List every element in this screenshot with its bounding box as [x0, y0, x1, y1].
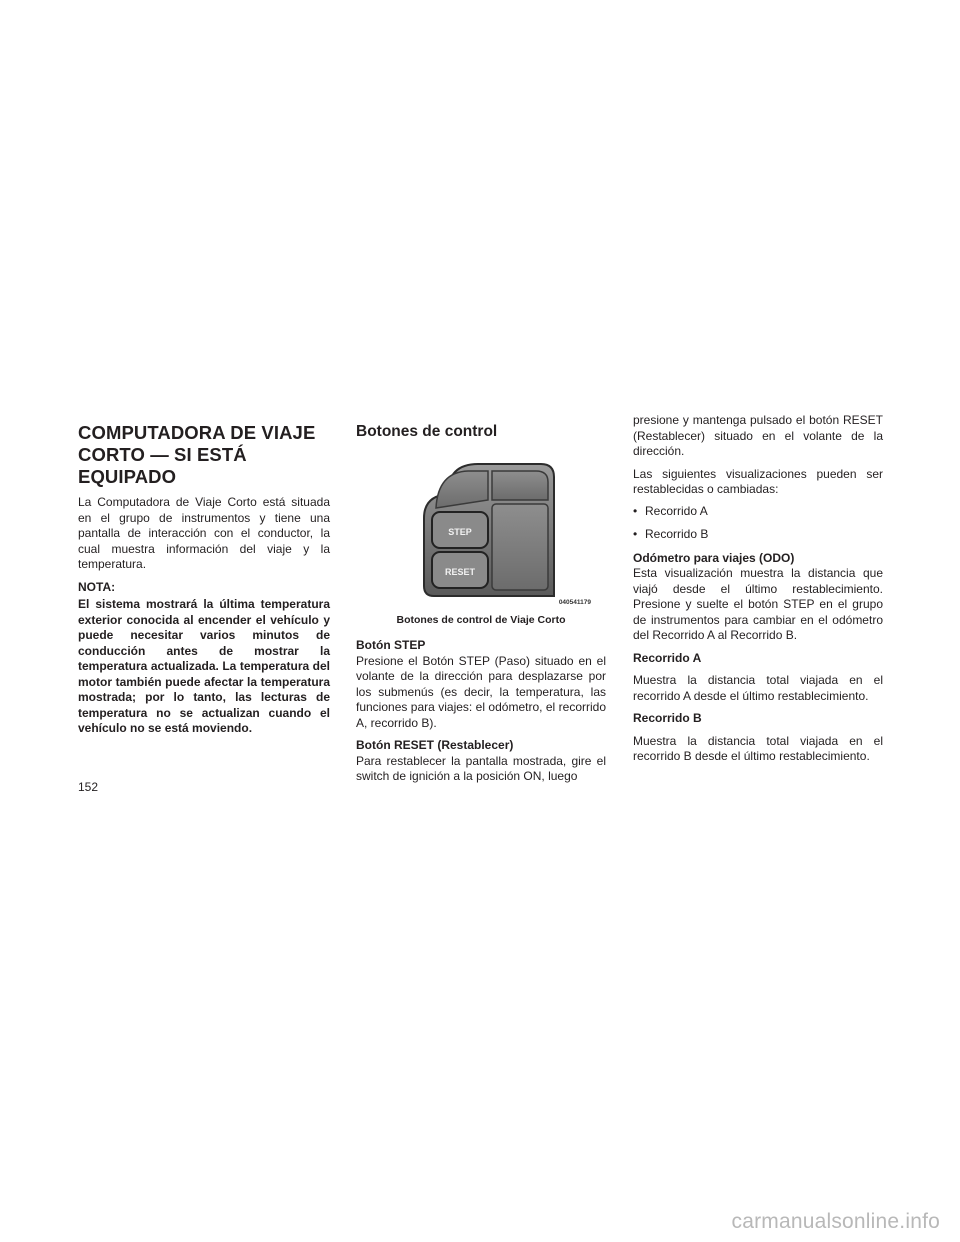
- right-column: [633, 413, 883, 765]
- odometer-heading: Odómetro para viajes (ODO): [633, 550, 795, 565]
- step-text: Presione el Botón STEP (Paso) situado en el volante de la dirección para desplazarse por los submenús (es decir, la temperatura, las funciones para viajes: el odómetro, el recorrido A, recorrido B).: [356, 653, 606, 730]
- page-number: 152: [78, 780, 99, 794]
- odometer-text: Esta visualización muestra la distancia que viajó desde el último restablecimiento. Presione y suelte el botón STEP en el grupo de instrumentos para cambiar en el odómetro del Recorrido A al Recorrido B.: [633, 566, 883, 642]
- middle-column: [356, 422, 606, 785]
- control-buttons-figure: [356, 456, 606, 634]
- displays-intro: Las siguientes visualizaciones pueden ser restablecidas o cambiadas:: [633, 466, 883, 496]
- trip-b-heading: Recorrido B: [633, 711, 702, 725]
- reset-text-part1: Para restablecer la pantalla mostrada, gire el switch de ignición a la posición ON, luego: [356, 753, 606, 783]
- figure-code: 040541179: [558, 599, 591, 606]
- intro-paragraph: La Computadora de Viaje Corto está situada en el grupo de instrumentos y tiene una pantalla de interacción con el conductor, la cual muestra información del viaje y la temperatura.: [78, 495, 330, 571]
- controls-title: Botones de control: [356, 423, 498, 440]
- watermark: carmanualsonline.info: [731, 1210, 940, 1233]
- section-title-line1: COMPUTADORA DE VIAJE: [78, 422, 316, 443]
- reset-text-part2: presione y mantenga pulsado el botón RESET (Restablecer) situado en el volante de la dirección.: [633, 413, 883, 458]
- control-buttons-illustration: [356, 456, 606, 616]
- trip-b-text: Muestra la distancia total viajada en el recorrido B desde el último restablecimiento.: [633, 733, 883, 763]
- left-column: [78, 422, 330, 737]
- displays-list: [633, 504, 883, 543]
- reset-heading: Botón RESET (Restablecer): [356, 738, 514, 752]
- section-title: [78, 422, 330, 488]
- list-item: • Recorrido B: [633, 527, 709, 541]
- figure-caption: Botones de control de Viaje Corto: [396, 614, 566, 626]
- section-title-line2: CORTO — SI ESTÁ EQUIPADO: [78, 444, 247, 487]
- note-text: El sistema mostrará la última temperatura exterior conocida al encender el vehículo y puede necesitar varios minutos de conducción antes de mostrar la temperatura actualizada. La temperatura del motor también puede afectar la temperatura mostrada; por lo tanto, las lecturas de temperatura no se actualizan cuando el vehículo no se está moviendo.: [78, 597, 330, 735]
- trip-a-text: Muestra la distancia total viajada en el recorrido A desde el último restablecimiento.: [633, 673, 883, 703]
- list-item: • Recorrido A: [633, 503, 708, 518]
- step-heading: Botón STEP: [356, 638, 426, 652]
- trip-a-heading: Recorrido A: [633, 650, 702, 665]
- step-label: STEP: [448, 527, 472, 537]
- note-label: NOTA:: [78, 579, 116, 594]
- reset-label: RESET: [444, 567, 476, 577]
